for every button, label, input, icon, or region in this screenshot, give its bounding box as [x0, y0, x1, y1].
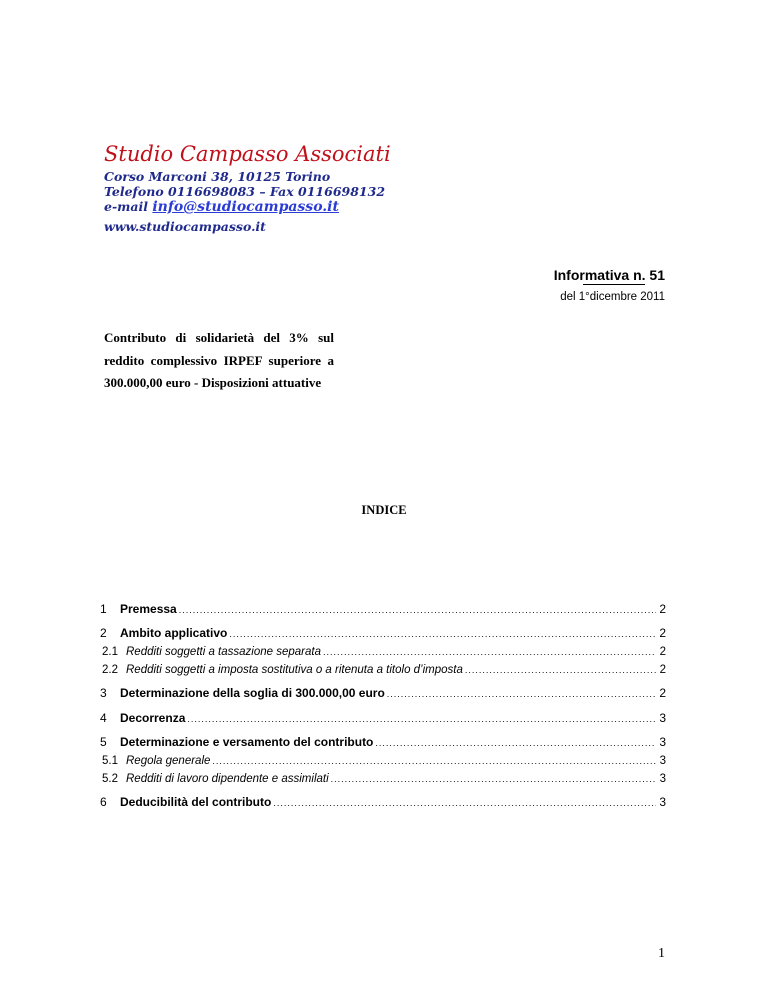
toc-title: Deducibilità del contributo — [120, 795, 272, 809]
toc-entry-6[interactable] — [100, 795, 666, 809]
toc-entry-2[interactable] — [100, 626, 666, 640]
page-number: 1 — [658, 946, 665, 961]
toc-title: Regola generale — [126, 755, 211, 767]
toc-entry-2-2[interactable] — [100, 664, 666, 676]
firm-address: Corso Marconi 38, 10125 Torino — [104, 169, 331, 184]
toc-dot-leader — [227, 629, 656, 639]
toc-page-number: 3 — [659, 711, 666, 725]
toc-dot-leader — [210, 756, 656, 766]
firm-name: Studio Campasso Associati — [104, 142, 391, 166]
toc-entry-5-1[interactable] — [100, 755, 666, 767]
toc-page-number: 3 — [659, 755, 666, 767]
toc-dot-leader — [463, 665, 656, 675]
firm-phone-fax: Telefono 0116698083 – Fax 0116698132 — [104, 184, 386, 199]
toc-dot-leader — [329, 774, 656, 784]
firm-website[interactable]: www.studiocampasso.it — [104, 219, 266, 234]
toc-title: Decorrenza — [120, 711, 186, 725]
informativa-date: del 1°dicembre 2011 — [560, 291, 665, 303]
toc-page-number: 3 — [659, 773, 666, 785]
toc-entry-5-2[interactable] — [100, 773, 666, 785]
toc-entry-4[interactable] — [100, 711, 666, 725]
toc-title: Redditi soggetti a tassazione separata — [126, 646, 321, 658]
toc-dot-leader — [373, 738, 656, 748]
toc-title: Ambito applicativo — [120, 626, 228, 640]
toc-number: 4 — [100, 711, 107, 725]
email-link[interactable]: info@studiocampasso.it — [152, 199, 339, 215]
toc-page-number: 2 — [659, 626, 666, 640]
toc-number: 5 — [100, 735, 107, 749]
toc-number: 1 — [100, 602, 107, 616]
toc-entry-1[interactable] — [100, 602, 666, 616]
toc-number: 2 — [100, 626, 107, 640]
toc-title: Redditi soggetti a imposta sostitutiva o a ritenuta a titolo d’imposta — [126, 664, 463, 676]
title-underline — [583, 284, 645, 285]
toc-entry-2-1[interactable] — [100, 646, 666, 658]
informativa-title: Informativa n. 51 — [553, 267, 665, 283]
toc-title: Determinazione della soglia di 300.000,00 euro — [120, 686, 385, 700]
toc-page-number: 3 — [659, 795, 666, 809]
toc-number: 3 — [100, 686, 107, 700]
email-label: e-mail — [104, 199, 153, 214]
firm-email-line — [104, 199, 339, 215]
toc-number: 6 — [100, 795, 107, 809]
toc-title: Premessa — [120, 602, 177, 616]
toc-page-number: 2 — [659, 664, 666, 676]
document-subject: Contributo di solidarietà del 3% sul reddito complessivo IRPEF superiore a 300.000,00 euro - Disposizioni attuative — [104, 330, 334, 390]
toc-dot-leader — [271, 798, 656, 808]
toc-dot-leader — [185, 714, 656, 724]
index-heading: INDICE — [361, 503, 407, 517]
toc-entry-5[interactable] — [100, 735, 666, 749]
toc-page-number: 2 — [659, 646, 666, 658]
toc-dot-leader — [385, 689, 656, 699]
toc-dot-leader — [177, 605, 656, 615]
toc-page-number: 3 — [659, 735, 666, 749]
toc-title: Redditi di lavoro dipendente e assimilati — [126, 773, 329, 785]
toc-number: 2.1 — [102, 646, 118, 658]
toc-page-number: 2 — [659, 602, 666, 616]
toc-number: 5.2 — [102, 773, 118, 785]
toc-title: Determinazione e versamento del contributo — [120, 735, 374, 749]
toc-number: 5.1 — [102, 755, 118, 767]
toc-page-number: 2 — [659, 686, 666, 700]
toc-entry-3[interactable] — [100, 686, 666, 700]
toc-number: 2.2 — [102, 664, 118, 676]
toc-dot-leader — [321, 647, 656, 657]
